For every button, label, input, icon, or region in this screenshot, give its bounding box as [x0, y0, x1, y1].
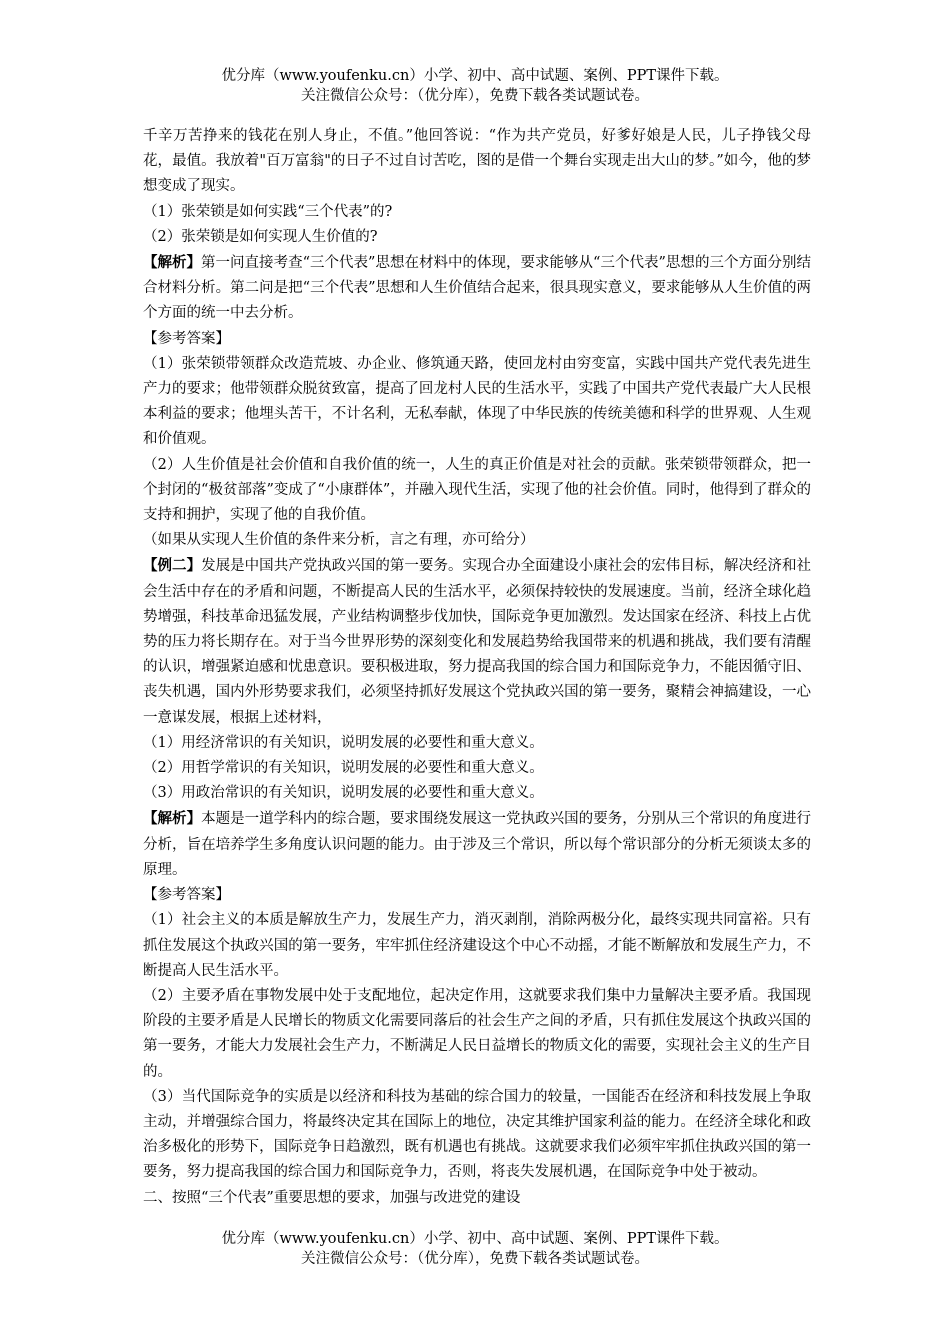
question-2: （2）张荣锁是如何实现人生价值的? — [143, 228, 378, 245]
example-2-question-2: （2）用哲学常识的有关知识，说明发展的必要性和重大意义。 — [143, 760, 544, 777]
answer-2-paragraph-2: （2）主要矛盾在事物发展中处于支配地位，起决定作用，这就要求我们集中力量解决主要矛盾。我国现阶段的主要矛盾是人民增长的物质文化需要同落后的社会生产之间的矛盾，只有抓住发展这个执政兴国的第一要务，才能大力发展社会生产力，不断满足人民日益增长的物质文化的需要，实现社会主义的生产目的。 — [143, 987, 811, 1080]
answer-2-label: 【参考答案】 — [143, 887, 230, 904]
example-2-label: 【例二】 — [143, 557, 202, 575]
document-body — [143, 124, 811, 1211]
analysis-1-label: 【解析】 — [143, 254, 202, 272]
header-line-2: 关注微信公众号：（优分库），免费下载各类试题试卷。 — [301, 88, 649, 104]
example-2-text: 发展是中国共产党执政兴国的第一要务。实现合办全面建设小康社会的宏伟目标，解决经济和社会生活中存在的矛盾和问题，不断提高人民的生活水平，必须保持较快的发展速度。当前，经济全球化趋势增强，科技革命迅猛发展，产业结构调整步伐加快，国际竞争更加激烈。发达国家在经济、科技上占优势的压力将长期存在。对于当今世界形势的深刻变化和发展趋势给我国带来的机遇和挑战，我们要有清醒的认识，增强紧迫感和忧患意识。要积极进取，努力提高我国的综合国力和国际竞争力，不能因循守旧、丧失机遇，国内外形势要求我们，必须坚持抓好发展这个党执政兴国的第一要务，聚精会神搞建设，一心一意谋发展，根据上述材料， — [143, 558, 812, 726]
example-2-question-3: （3）用政治常识的有关知识，说明发展的必要性和重大意义。 — [143, 785, 544, 802]
analysis-2-label: 【解析】 — [143, 810, 202, 828]
answer-1-paragraph-2: （2）人生价值是社会价值和自我价值的统一，人生的真正价值是对社会的贡献。张荣锁带领群众，把一个封闭的“极贫部落”变成了“小康群体”，并融入现代生活，实现了他的社会价值。同时，他得到了群众的支持和拥护，实现了他的自我价值。 — [143, 456, 811, 524]
analysis-2 — [143, 806, 811, 883]
section-2-heading: 二、按照“三个代表”重要思想的要求，加强与改进党的建设 — [143, 1189, 521, 1206]
page-header — [0, 66, 950, 106]
answer-2-paragraph-3: （3）当代国际竞争的实质是以经济和科技为基础的综合国力的较量，一国能否在经济和科技发展上争取主动，并增强综合国力，将最终决定其在国际上的地位，决定其维护国家利益的能力。在经济全球化和政治多极化的形势下，国际竞争日趋激烈，既有机遇也有挑战。这就要求我们必须牢牢抓住执政兴国的第一要务，努力提高我国的综合国力和国际竞争力，否则，将丧失发展机遇，在国际竞争中处于被动。 — [143, 1088, 811, 1181]
question-1: （1）张荣锁是如何实践“三个代表”的? — [143, 203, 393, 220]
header-line-1: 优分库（www.youfenku.cn）小学、初中、高中试题、案例、PPT课件下载。 — [221, 68, 729, 84]
footer-line-2: 关注微信公众号：（优分库），免费下载各类试题试卷。 — [301, 1251, 649, 1267]
analysis-2-text: 本题是一道学科内的综合题，要求围绕发展这一党执政兴国的要务，分别从三个常识的角度进行分析，旨在培养学生多角度认识问题的能力。由于涉及三个常识，所以每个常识部分的分析无须谈太多的原理。 — [143, 811, 812, 878]
answer-1-paragraph-1: （1）张荣锁带领群众改造荒坡、办企业、修筑通天路，使回龙村由穷变富，实践中国共产党代表先进生产力的要求；他带领群众脱贫致富，提高了回龙村人民的生活水平，实践了中国共产党代表最广大人民根本利益的要求；他埋头苦干，不计名利，无私奉献，体现了中华民族的传统美德和科学的世界观、人生观和价值观。 — [143, 355, 811, 448]
example-2-question-1: （1）用经济常识的有关知识，说明发展的必要性和重大意义。 — [143, 734, 544, 751]
answer-1-label: 【参考答案】 — [143, 330, 230, 347]
analysis-1-text: 第一问直接考查“三个代表”思想在材料中的体现，要求能够从“三个代表”思想的三个方面分别结合材料分析。第二问是把“三个代表”思想和人生价值结合起来，很具现实意义，要求能够从人生价值的两个方面的统一中去分析。 — [143, 255, 811, 322]
answer-1-note: （如果从实现人生价值的条件来分析，言之有理，亦可给分） — [143, 532, 535, 549]
footer-line-1: 优分库（www.youfenku.cn）小学、初中、高中试题、案例、PPT课件下载。 — [221, 1231, 729, 1247]
page-footer — [0, 1229, 950, 1269]
example-2 — [143, 553, 811, 730]
intro-paragraph: 千辛万苦挣来的钱花在别人身止，不值。”他回答说：“作为共产党员，好爹好娘是人民，儿子挣钱父母花，最值。我放着"百万富翁"的日子不过自讨苦吃，图的是借一个舞台实现走出大山的梦。”如今，他的梦想变成了现实。 — [143, 128, 811, 195]
analysis-1 — [143, 250, 811, 327]
answer-2-paragraph-1: （1）社会主义的本质是解放生产力，发展生产力，消灭剥削，消除两极分化，最终实现共同富裕。只有抓住发展这个执政兴国的第一要务，牢牢抓住经济建设这个中心不动摇，才能不断解放和发展生产力，不断提高人民生活水平。 — [143, 912, 811, 979]
